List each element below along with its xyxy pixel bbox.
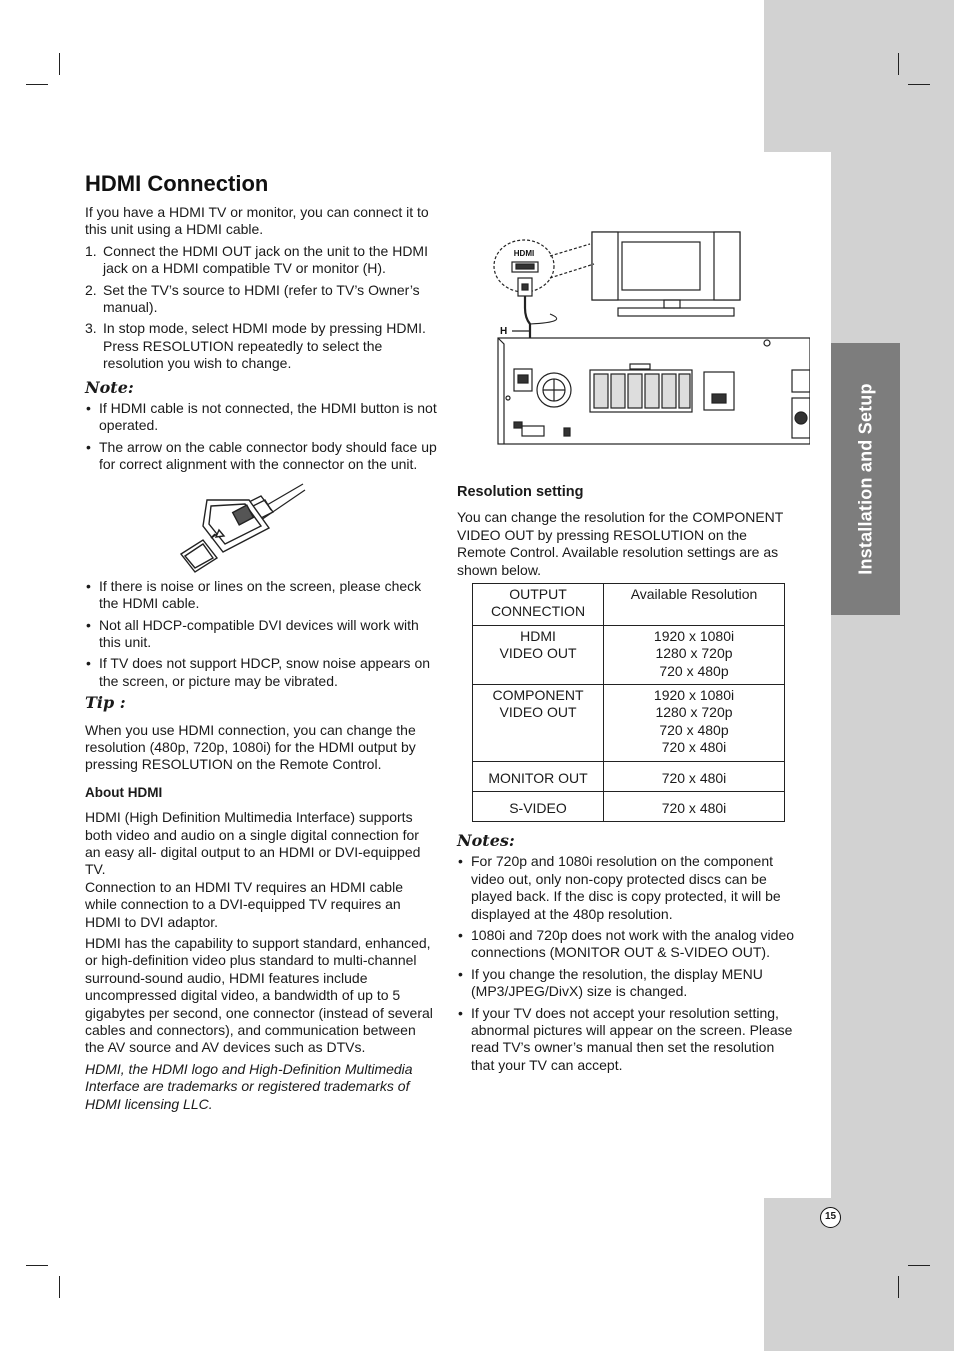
resolution-section: [457, 484, 797, 583]
section-tab: [831, 343, 900, 615]
crop-mark: [898, 1276, 899, 1298]
step-text: In stop mode, select HDMI mode by pressing HDMI. Press RESOLUTION repeatedly to select the resolution you wish to change.: [103, 320, 426, 372]
left-column: [85, 204, 437, 1117]
note-item: • The arrow on the cable connector body should face up for correct alignment with the connector on the unit.: [85, 439, 437, 474]
about-paragraph: HDMI (High Definition Multimedia Interface) supports both video and audio on a single digital connection for an easy all- digital output to an HDMI or DVI-equipped TV.: [85, 809, 421, 878]
note-item: • Not all HDCP-compatible DVI devices will work with this unit.: [85, 617, 437, 652]
margin-band-middle: [831, 152, 954, 1199]
resolution-heading: Resolution setting: [457, 484, 584, 500]
step-item: [85, 243, 437, 278]
table-header-output: OUTPUT CONNECTION: [473, 584, 604, 626]
table-row: [473, 685, 785, 762]
step-text: Set the TV’s source to HDMI (refer to TV’s Owner’s manual).: [103, 281, 420, 316]
crop-mark: [26, 84, 48, 85]
margin-band-top: [764, 0, 954, 152]
trademark-text: HDMI, the HDMI logo and High-Definition Multimedia Interface are trademarks or registered trademarks of HDMI licensing LLC.: [85, 1060, 413, 1112]
crop-mark: [908, 84, 930, 85]
about-paragraph: Connection to an HDMI TV requires an HDMI cable while connection to a DVI-equipped TV requires an HDMI to DVI adaptor.: [85, 878, 403, 930]
table-row: [473, 625, 785, 684]
resolution-text: You can change the resolution for the COMPONENT VIDEO OUT by pressing RESOLUTION on the Remote Control. Available resolution settings are as shown below.: [457, 509, 784, 578]
table-cell-output: MONITOR OUT: [473, 761, 604, 791]
tip-heading: Tip :: [85, 693, 126, 713]
table-cell-output: COMPONENT VIDEO OUT: [473, 685, 604, 762]
table-row: [473, 761, 785, 791]
intro-text: If you have a HDMI TV or monitor, you can connect it to this unit using a HDMI cable.: [85, 204, 429, 238]
step-number: 3.: [85, 320, 97, 337]
note-heading: Note:: [85, 377, 134, 397]
about-paragraph: HDMI has the capability to support standard, enhanced, or high-definition video plus standard to multi-channel surround-sound audio, HDMI features include uncompressed digital video, a bandwidth of up to 5 gigabytes per second, one connector (instead of several cables and connectors), and communication between the AV source and AV devices such as DTVs.: [85, 935, 433, 1056]
step-number: 1.: [85, 242, 97, 259]
table-cell-resolution: 1920 x 1080i 1280 x 720p 720 x 480p: [604, 625, 785, 684]
table-row: [473, 792, 785, 822]
step-text: Connect the HDMI OUT jack on the unit to the HDMI jack on a HDMI compatible TV or monitor (H).: [103, 242, 428, 277]
table-cell-output: S-VIDEO: [473, 792, 604, 822]
table-cell-resolution: 1920 x 1080i 1280 x 720p 720 x 480p 720 x 480i: [604, 685, 785, 762]
diagram-h-label: H: [500, 326, 508, 337]
hdmi-connector-illustration: [85, 478, 437, 574]
page-title: HDMI Connection: [85, 171, 269, 196]
table-header-resolution: Available Resolution: [604, 584, 785, 626]
note-item: • If TV does not support HDCP, snow noise appears on the screen, or picture may be vibrated.: [85, 655, 437, 690]
table-cell-resolution: 720 x 480i: [604, 792, 785, 822]
note-item: • If your TV does not accept your resolution setting, abnormal pictures will appear on the screen. Please read TV’s owner’s manual then set the resolution that your TV can accept.: [457, 1005, 799, 1075]
resolution-table: [472, 583, 785, 822]
table-cell-output: HDMI VIDEO OUT: [473, 625, 604, 684]
note-item: • If HDMI cable is not connected, the HDMI button is not operated.: [85, 400, 437, 435]
section-tab-label: Installation and Setup: [855, 383, 875, 575]
note-item: • If you change the resolution, the display MENU (MP3/JPEG/DivX) size is changed.: [457, 966, 799, 1001]
step-number: 2.: [85, 281, 97, 298]
note-list-2: [85, 578, 437, 690]
crop-mark: [898, 53, 899, 75]
page-number: 15: [820, 1207, 841, 1228]
about-heading: About HDMI: [85, 784, 163, 800]
note-list: [85, 400, 437, 474]
note-item: • For 720p and 1080i resolution on the component video out, only non-copy protected discs can be played back. If the disc is copy protected, it will be displayed at the 480p resolution.: [457, 853, 799, 923]
hdmi-connection-diagram: [490, 228, 810, 450]
step-item: [85, 282, 437, 317]
crop-mark: [26, 1265, 48, 1266]
notes-heading: Notes:: [457, 831, 515, 850]
crop-mark: [59, 53, 60, 75]
steps-list: [85, 243, 437, 373]
note-item: • If there is noise or lines on the screen, please check the HDMI cable.: [85, 578, 437, 613]
table-header-row: [473, 584, 785, 626]
notes-list: [457, 853, 799, 1074]
step-item: [85, 320, 437, 372]
table-cell-resolution: 720 x 480i: [604, 761, 785, 791]
tip-text: When you use HDMI connection, you can change the resolution (480p, 720p, 1080i) for the HDMI output by pressing RESOLUTION on the Remote Control.: [85, 721, 416, 773]
diagram-hdmi-label: HDMI: [513, 249, 535, 258]
crop-mark: [908, 1265, 930, 1266]
crop-mark: [59, 1276, 60, 1298]
margin-band-bottom: [764, 1198, 954, 1351]
notes-section: [457, 832, 799, 1078]
note-item: • 1080i and 720p does not work with the analog video connections (MONITOR OUT & S-VIDEO OUT).: [457, 927, 799, 962]
